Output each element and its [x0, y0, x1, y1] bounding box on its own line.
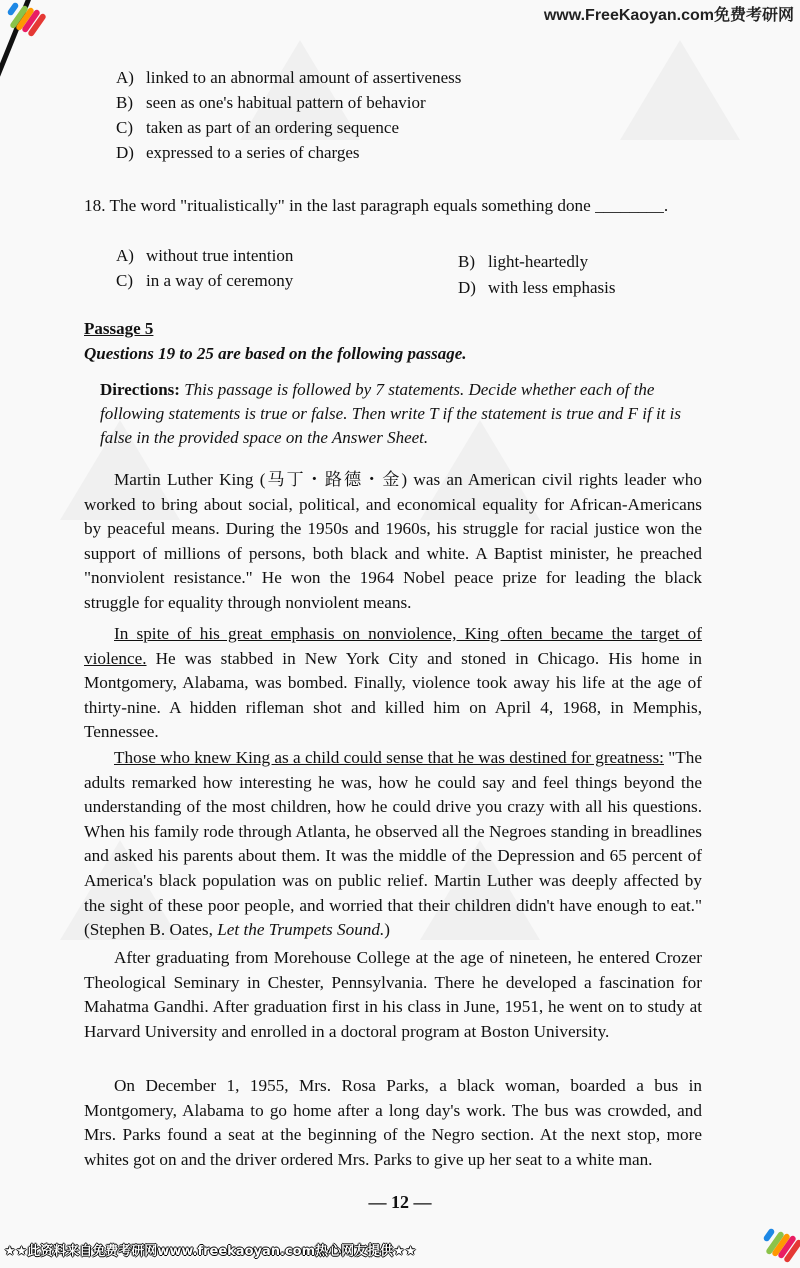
q17-option-a: A) linked to an abnormal amount of assertiveness — [116, 68, 462, 87]
directions-text: This passage is followed by 7 statements. Decide whether each of the following statements is true or false. Then write T if the statement is true and F if it is false in the provided space on the Answer Sheet. — [100, 380, 681, 447]
footer-note: ★★此资料来自免费考研网www.freekaoyan.com热心网友提供★★ — [4, 1244, 417, 1259]
directions-label: Directions: — [100, 380, 180, 399]
q18-stem: 18. The word "ritualistically" in the last paragraph equals something done ________. — [84, 196, 669, 215]
watermark — [620, 40, 740, 140]
page-number: — 12 — — [368, 1192, 432, 1212]
site-header[interactable]: www.FreeKaoyan.com免费考研网 — [543, 7, 794, 24]
q18-option-c: C) in a way of ceremony — [116, 271, 294, 290]
freekaoyan-logo-icon — [4, 2, 38, 42]
book-title: Let the Trumpets Sound. — [217, 920, 385, 940]
paragraph-5: On December 1, 1955, Mrs. Rosa Parks, a black woman, boarded a bus in Montgomery, Alabama to go home after a long day's work. The bus was crowded, and Mrs. Parks found a seat at the beginning of the Negro section. At the next stop, more whites got on and the driver ordered Mrs. Parks to give up her seat to a white man. — [84, 1076, 702, 1169]
q17-option-b: B) seen as one's habitual pattern of behavior — [116, 93, 426, 112]
underlined-sentence: Those who knew King as a child could sense that he was destined for greatness: — [114, 748, 664, 767]
paragraph-1: Martin Luther King (马丁・路德・金) was an American civil rights leader who worked to bring about social, political, and economical equality for African-Americans by peaceful means. During the 1950s and 1960s, his struggle for racial justice won the support of millions of persons, both black and white. A Baptist minister, he preached "nonviolent resistance." He won the 1964 Nobel peace prize for leading the black struggle for equality through nonviolent means. — [84, 470, 702, 612]
passage-title: Passage 5 — [84, 319, 154, 338]
q18-option-d: D) with less emphasis — [458, 278, 616, 297]
underlined-sentence: In spite of his great emphasis on nonviolence, King often became the target of violence. — [84, 624, 702, 668]
paragraph-2: In spite of his great emphasis on nonviolence, King often became the target of violence. He was stabbed in New York City and stoned in Chicago. His home in Montgomery, Alabama, was bombed. Finally, violence took away his life at the age of thirty-nine. A hidden rifleman shot and killed him on April 4, 1968, in Memphis, Tennessee. — [84, 624, 702, 742]
paragraph-4: After graduating from Morehouse College at the age of nineteen, he entered Crozer Theological Seminary in Chester, Pennsylvania. There he developed a fascination for Mahatma Gandhi. After graduation first in his class in June, 1951, he went on to study at Harvard University and enrolled in a doctoral program at Boston University. — [84, 948, 702, 1041]
passage-questions-line: Questions 19 to 25 are based on the following passage. — [84, 344, 467, 363]
q18-option-b: B) light-heartedly — [458, 252, 589, 271]
q18-option-a: A) without true intention — [116, 246, 294, 265]
freekaoyan-logo-icon — [760, 1228, 794, 1268]
paragraph-3: Those who knew King as a child could sense that he was destined for greatness: "The adults remarked how interesting he was, how he could say and feel things beyond the understanding of the most children, how he could drive you crazy with all his questions. When his family rode through Atlanta, he observed all the Negroes standing in breadlines and asked his parents about them. It was the middle of the Depression and 65 percent of America's black population was on public relief. Martin Luther was deeply affected by the sight of these poor people, and worried that their children didn't have enough to eat." (Stephen B. Oates, Let the Trumpets Sound.) — [84, 748, 702, 940]
q17-option-c: C) taken as part of an ordering sequence — [116, 118, 399, 137]
q17-option-d: D) expressed to a series of charges — [116, 143, 360, 162]
directions — [100, 378, 690, 450]
